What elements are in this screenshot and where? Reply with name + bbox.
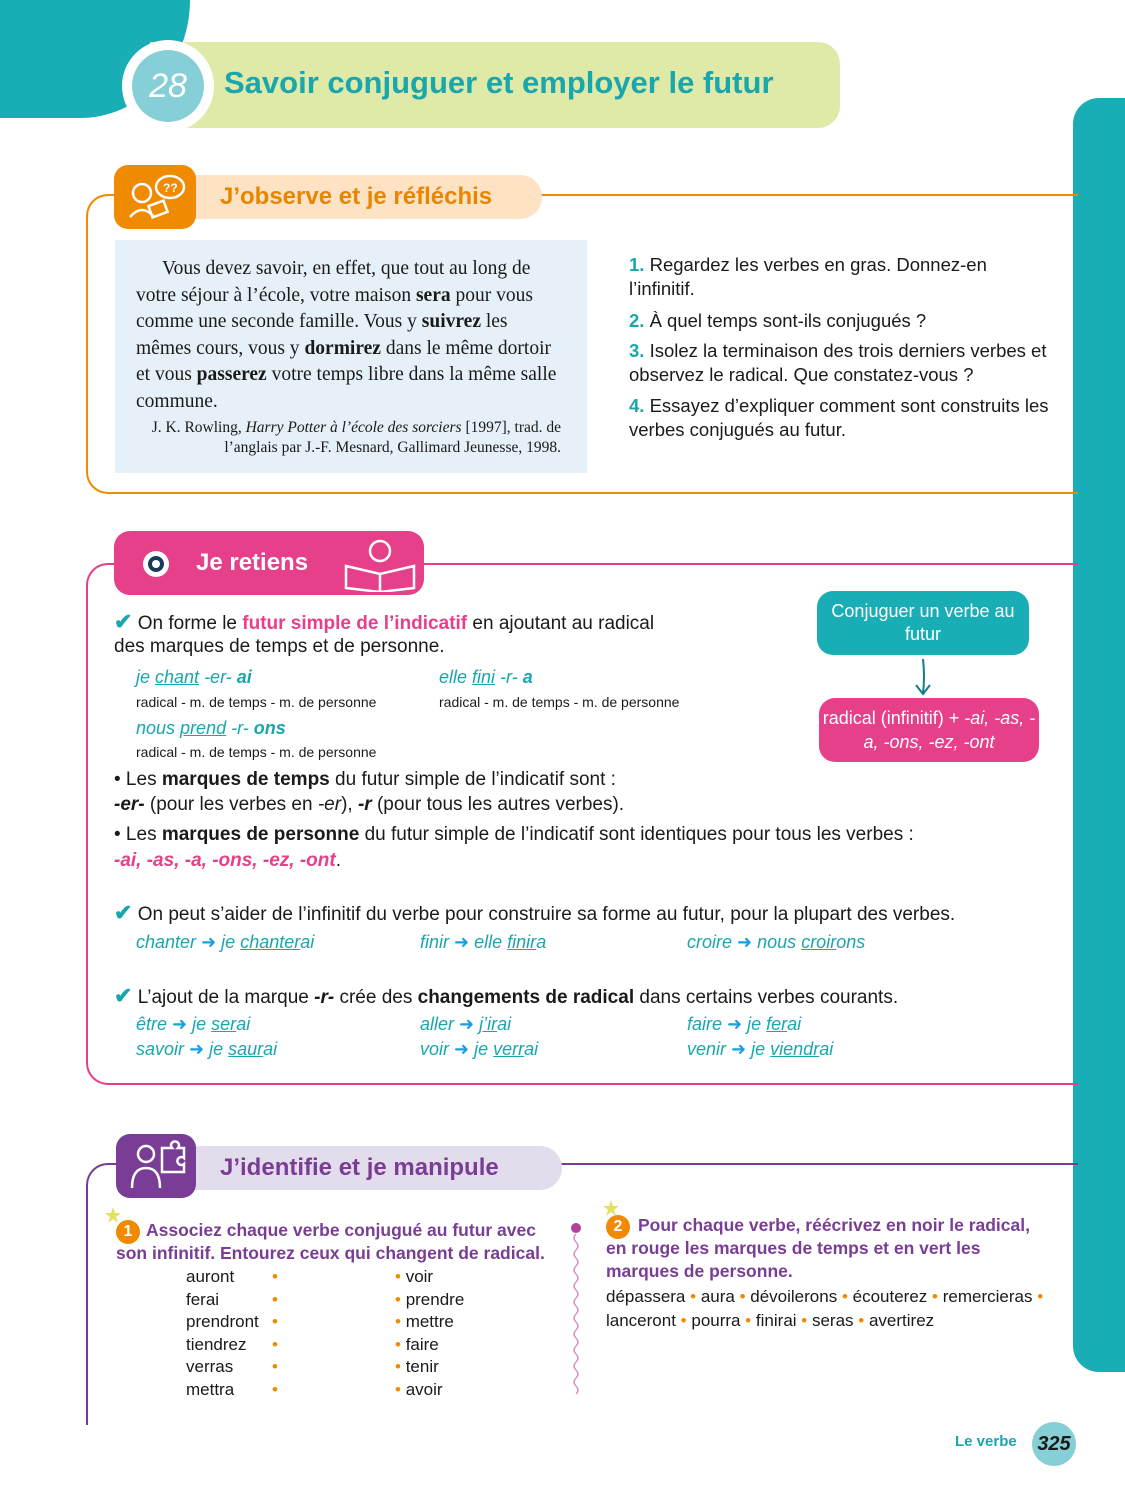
rule-personne: • Les marques de personne du futur simple de l’indicatif sont identiques pour tous les verbes : [114, 824, 914, 845]
list-item: ferai [186, 1289, 220, 1309]
question-2: 2. À quel temps sont-ils conjugués ? [629, 310, 927, 331]
list-item[interactable]: • prendre [395, 1289, 465, 1309]
retiens-heading: Je retiens [114, 531, 424, 595]
exercise-1-left-dots[interactable]: • • • • • • [272, 1267, 278, 1399]
passage-source: J. K. Rowling, Harry Potter à l’école des sorciers [1997], trad. de l’anglais par J.-F. Mesnard, Gallimard Jeunesse, 1998. [151, 419, 561, 456]
exercise-1-title: Associez chaque verbe conjugué au futur avec son infinitif. Entourez ceux qui changent de radical. [116, 1220, 545, 1263]
legend-3: radical - m. de temps - m. de personne [136, 744, 377, 760]
list-item: auront [186, 1267, 235, 1286]
rule-3: ✔ L’ajout de la marque -r- crée des changements de radical dans certains verbes courants. [114, 983, 899, 1008]
rule-2: ✔ On peut s’aider de l’infinitif du verbe pour construire sa forme au futur, pour la plupart des verbes. [114, 900, 956, 925]
exercise-2-number: 2 [606, 1215, 630, 1239]
example-finir: elle fini -r- a [439, 667, 533, 687]
rule-personne-cont: -ai, -as, -a, -ons, -ez, -ont. [114, 850, 341, 871]
example-venir: venir ➜ je viendrai [687, 1039, 834, 1059]
rule-1: ✔ On forme le futur simple de l’indicatif en ajoutant au radical [114, 609, 655, 634]
page-number: 325 [1032, 1422, 1076, 1466]
observe-heading: J’observe et je réfléchis [160, 175, 542, 219]
chapter-number: 28 [132, 50, 204, 122]
question-3: 3. Isolez la terminaison des trois derniers verbes et observez le radical. Que constatez-vous ? [629, 340, 1047, 385]
example-voir: voir ➜ je verrai [420, 1039, 539, 1059]
example-prendre: nous prend -r- ons [136, 718, 286, 738]
example-row-1-b: finir ➜ elle finira [420, 932, 547, 952]
exercise-1-left-column [186, 1267, 259, 1403]
list-item[interactable]: • mettre [395, 1312, 454, 1332]
question-4: 4. Essayez d’expliquer comment sont construits les verbes conjugués au futur. [629, 395, 1049, 440]
example-faire: faire ➜ je ferai [687, 1014, 802, 1034]
rule-temps-cont: -er- (pour les verbes en -er), -r (pour tous les autres verbes). [114, 794, 625, 815]
summary-bubble-bottom: radical (infinitif) + -ai, -as, -a, -ons, -ez, -ont [819, 698, 1039, 762]
list-item: mettra [186, 1379, 235, 1399]
example-row-1-c: croire ➜ nous croirons [687, 932, 866, 952]
down-arrow-icon [913, 657, 933, 697]
reading-person-icon [340, 536, 420, 592]
list-item[interactable]: • tenir [395, 1357, 439, 1377]
legend-2: radical - m. de temps - m. de personne [439, 694, 680, 710]
rule-1-cont: des marques de temps et de personne. [114, 636, 445, 657]
example-savoir: savoir ➜ je saurai [136, 1039, 278, 1059]
exercise-2-words: dépassera • aura • dévoilerons • écouterez • remercieras • lanceront • pourra • finirai • seras • avertirez [606, 1287, 1044, 1330]
exercise-1-number: 1 [116, 1220, 140, 1244]
example-row-1-a: chanter ➜ je chanterai [136, 932, 315, 952]
question-1: 1. Regardez les verbes en gras. Donnez-en l’infinitif. [629, 254, 987, 299]
list-item: prendront [186, 1312, 259, 1332]
legend-1: radical - m. de temps - m. de personne [136, 694, 377, 710]
passage-text: Vous devez savoir, en effet, que tout au long de votre séjour à l’école, votre maison sera pour vous comme une seconde famille. Vous y suivrez les mêmes cours, vous y dormirez dans le même dortoir et vous passerez votre temps libre dans la même salle commune. [136, 258, 557, 412]
puzzle-people-icon [116, 1134, 196, 1198]
list-item: verras [186, 1357, 234, 1377]
side-tab [1073, 98, 1125, 1372]
target-icon [142, 550, 170, 578]
example-chanter: je chant -er- ai [136, 667, 252, 687]
manip-heading: J’identifie et je manipule [170, 1146, 562, 1190]
list-item[interactable]: • avoir [395, 1379, 443, 1399]
svg-text:??: ?? [163, 181, 178, 195]
list-item: tiendrez [186, 1334, 247, 1354]
page-title: Savoir conjuguer et employer le futur [224, 65, 774, 100]
rule-temps: • Les marques de temps du futur simple de l’indicatif sont : [114, 769, 616, 790]
footer-chapter-label: Le verbe [955, 1433, 1017, 1450]
column-divider [570, 1222, 582, 1402]
exercise-2-title: Pour chaque verbe, réécrivez en noir le radical, en rouge les marques de temps et en vert les marques de personne. [606, 1215, 1030, 1281]
list-item[interactable]: • voir [395, 1267, 434, 1286]
think-bubble-icon [114, 165, 196, 229]
summary-bubble-top: Conjuguer un verbe au futur [817, 591, 1029, 655]
list-item[interactable]: • faire [395, 1334, 439, 1354]
exercise-1-right-column [395, 1267, 464, 1403]
example-etre: être ➜ je serai [136, 1014, 251, 1034]
example-aller: aller ➜ j’irai [420, 1014, 512, 1034]
